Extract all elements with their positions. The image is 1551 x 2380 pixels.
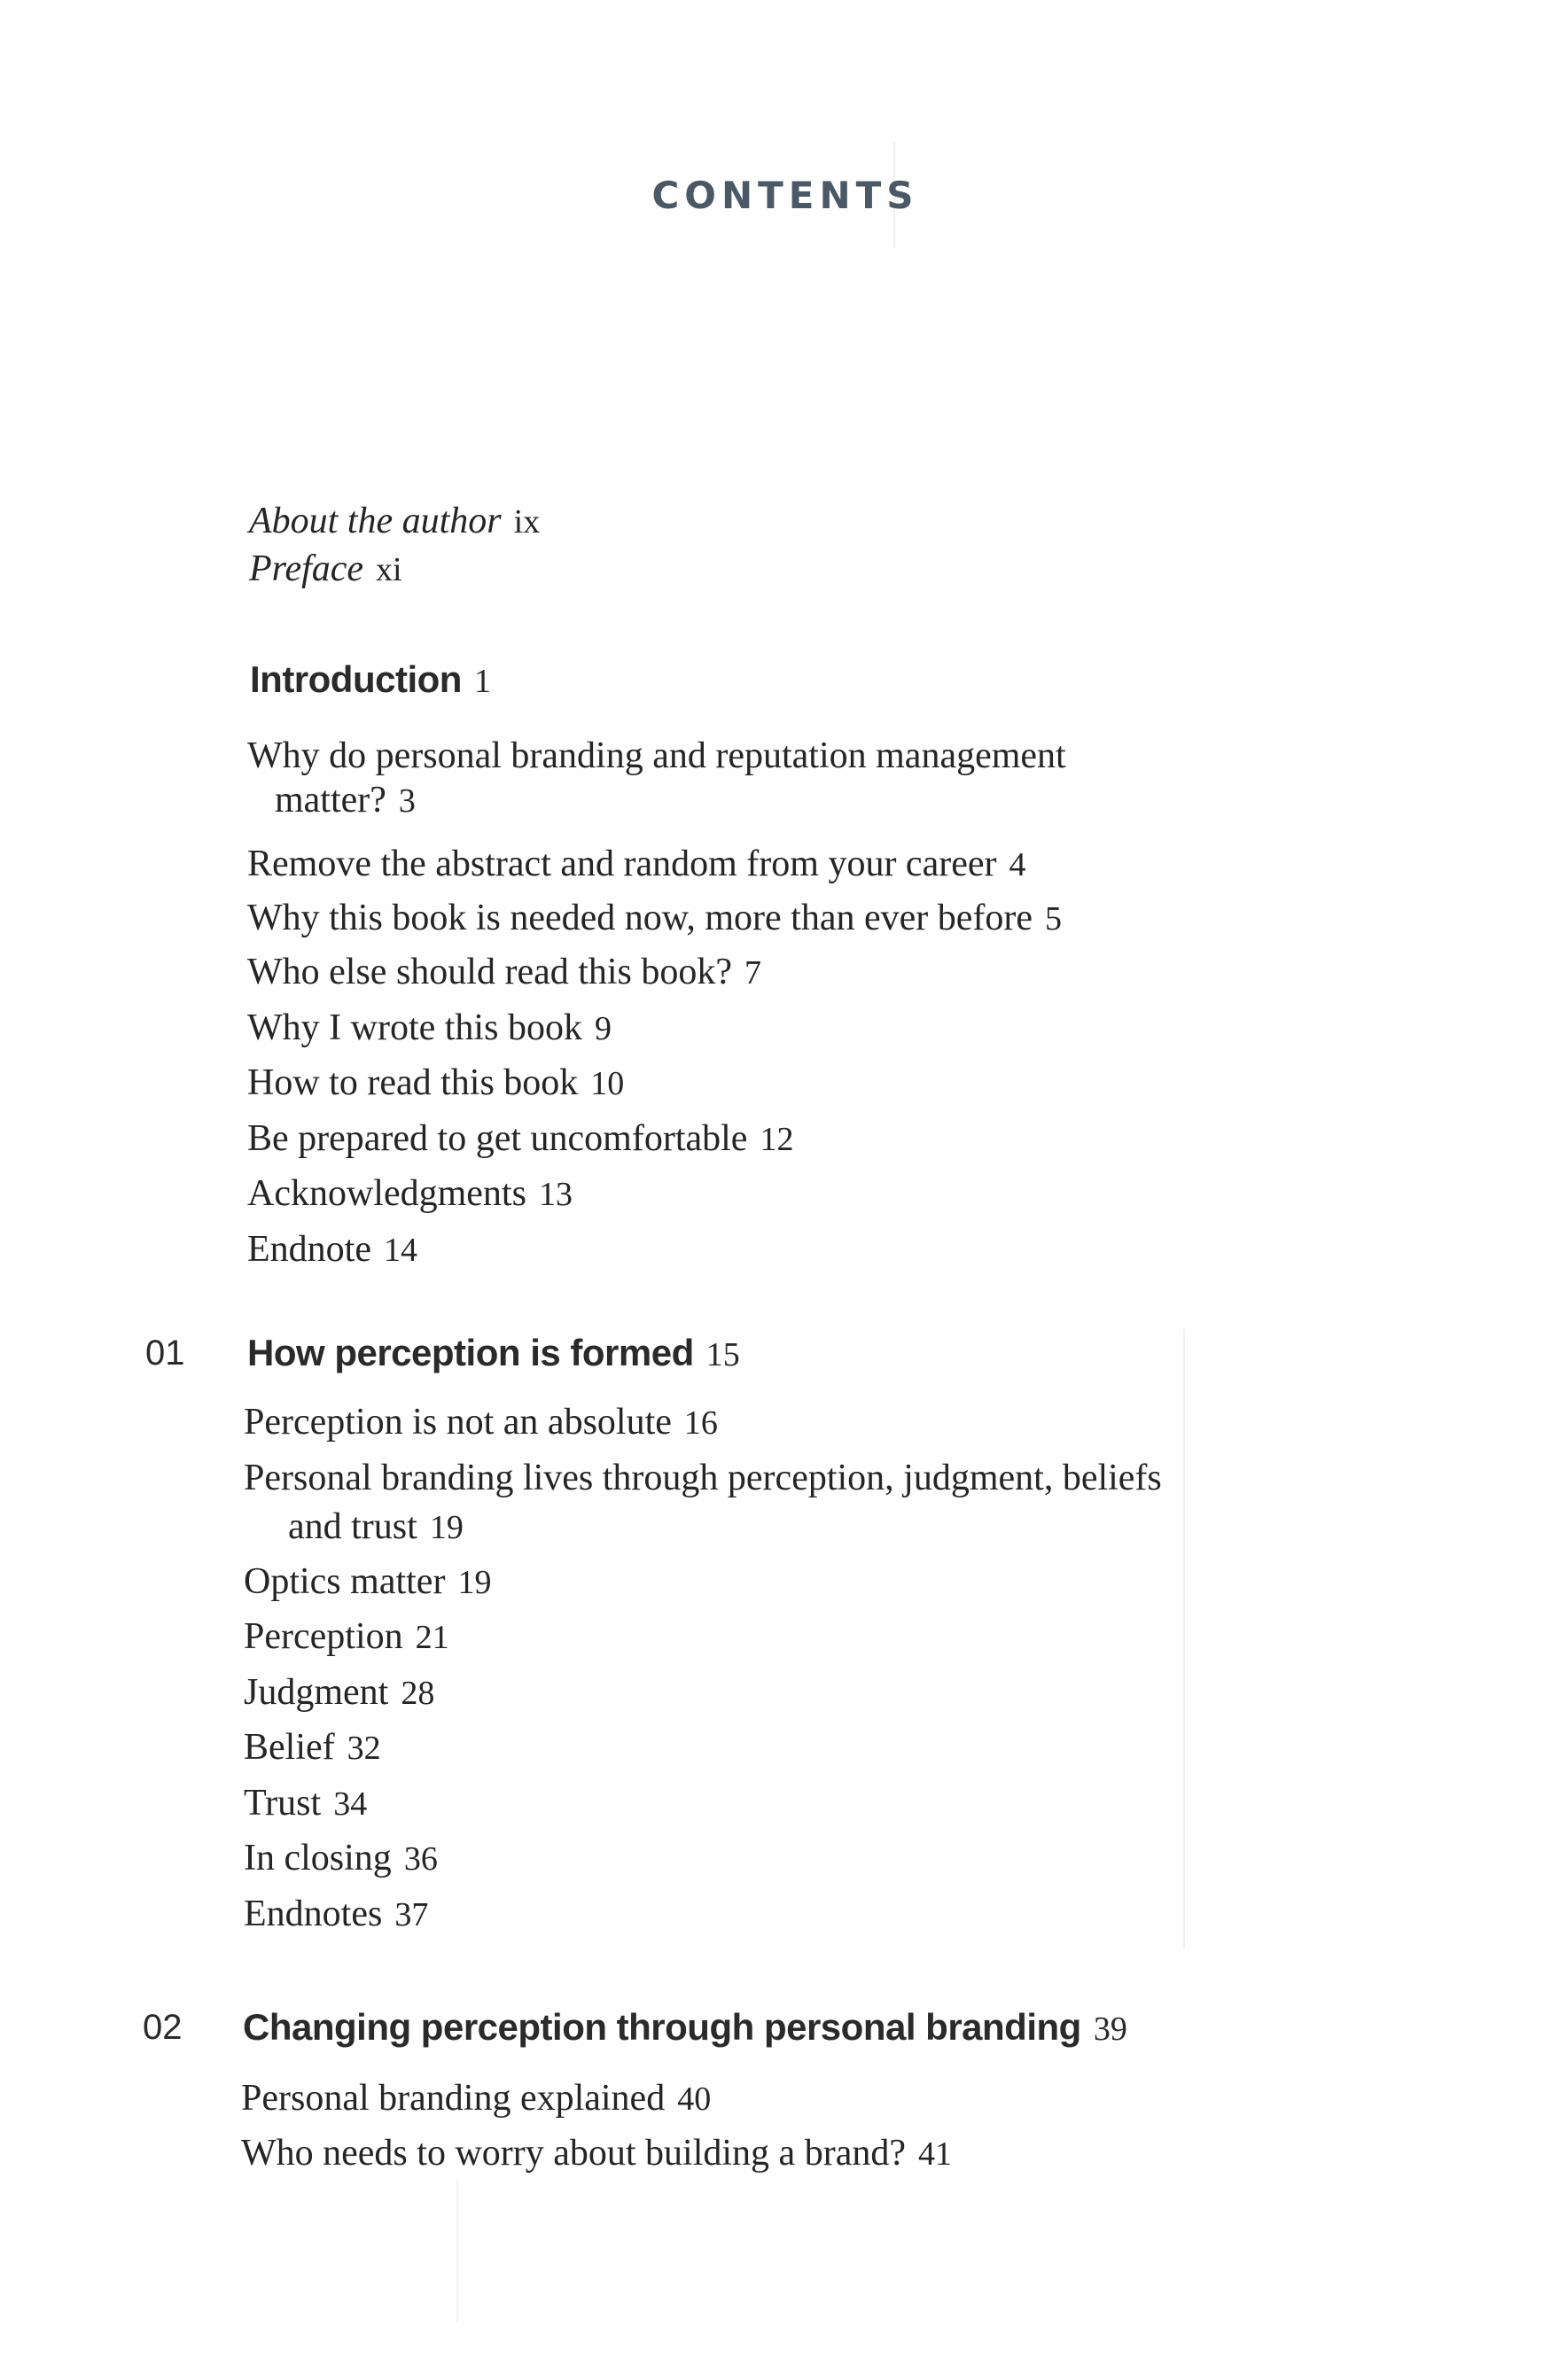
toc-entry[interactable] [244,1559,491,1605]
toc-entry-continuation[interactable] [275,778,416,823]
toc-entry[interactable] [244,1892,428,1937]
toc-page-number: 37 [394,1896,429,1933]
toc-page-number: 40 [677,2081,712,2118]
toc-entry[interactable] [247,1171,573,1217]
toc-chapter-01[interactable] [247,1331,740,1377]
toc-entry-label: Acknowledgments [247,1173,526,1214]
toc-entry-label: Why do personal branding and reputation management [247,735,1066,776]
toc-page-number: 12 [760,1121,794,1158]
chapter-number: 01 [145,1334,185,1373]
toc-entry-label: Be prepared to get uncomfortable [247,1118,748,1159]
toc-entry-label: Preface [249,548,364,589]
toc-entry-label: Why this book is needed now, more than ever before [247,898,1033,938]
toc-page-number: 15 [705,1336,740,1373]
toc-entry-label: Personal branding explained [241,2078,666,2119]
toc-entry[interactable] [247,950,761,995]
toc-entry-label: Judgment [244,1672,389,1713]
scan-artifact [1183,1329,1185,1949]
toc-entry-label: Trust [244,1783,322,1824]
toc-page-number: 7 [744,954,762,992]
toc-entry-label: Perception is not an absolute [244,1402,672,1443]
toc-entry-label: Perception [244,1616,403,1657]
toc-entry-continuation[interactable] [288,1505,464,1550]
toc-entry-label: Endnotes [244,1894,383,1934]
chapter-title: Changing perception through personal branding [243,2006,1081,2048]
toc-page-number: 36 [403,1840,438,1878]
toc-entry-label: matter? [275,780,386,821]
toc-entry[interactable] [244,1456,1162,1500]
toc-page-number: 9 [594,1010,612,1047]
toc-page-number: 4 [1009,846,1026,883]
toc-entry[interactable] [247,734,1066,778]
toc-chapter-02[interactable] [243,2005,1127,2051]
toc-entry-label: and trust [288,1506,417,1547]
toc-entry-label: Optics matter [244,1561,446,1602]
toc-entry[interactable] [247,842,1025,887]
toc-page-number: xi [376,551,402,588]
section-title: Introduction [250,658,462,700]
chapter-title: How perception is formed [247,1332,694,1373]
toc-page-number: ix [513,503,541,541]
chapter-number: 02 [143,2008,183,2047]
toc-page-number: 19 [429,1509,464,1546]
toc-page-number: 32 [347,1730,381,1767]
toc-entry-label: Endnote [247,1229,371,1270]
scan-artifact [456,2180,458,2322]
toc-entry[interactable] [247,1061,624,1106]
toc-entry-about-author[interactable] [249,499,540,544]
toc-entry-label: About the author [249,501,502,541]
toc-entry[interactable] [244,1725,381,1770]
toc-entry-label: Personal branding lives through perception, judgment, beliefs [244,1458,1162,1498]
toc-page-number: 5 [1045,900,1062,937]
toc-page-number: 34 [333,1785,368,1823]
toc-entry-label: Belief [244,1727,335,1768]
toc-entry[interactable] [241,2076,711,2121]
toc-entry[interactable] [247,1006,612,1051]
toc-entry[interactable] [244,1400,718,1445]
toc-section-introduction[interactable] [250,657,491,704]
toc-page-number: 3 [398,782,416,820]
toc-page-number: 21 [415,1619,449,1656]
toc-entry-label: Who needs to worry about building a brand? [241,2133,906,2174]
toc-entry[interactable] [247,1116,793,1162]
toc-entry-label: In closing [244,1838,392,1878]
toc-page-number: 41 [917,2135,952,2173]
toc-entry[interactable] [244,1781,367,1826]
toc-page-number: 1 [473,663,491,700]
page-title: CONTENTS [651,174,919,217]
toc-page-number: 19 [457,1564,492,1601]
toc-page-number: 13 [538,1176,573,1213]
toc-entry-label: Why I wrote this book [247,1007,582,1048]
toc-entry-label: Who else should read this book? [247,952,733,992]
toc-entry[interactable] [247,896,1062,941]
toc-entry[interactable] [244,1836,438,1881]
toc-page-number: 16 [683,1404,718,1442]
toc-entry-preface[interactable] [249,547,402,592]
toc-page-number: 10 [590,1065,625,1102]
toc-entry[interactable] [244,1614,449,1660]
toc-entry[interactable] [244,1670,434,1715]
toc-entry-label: Remove the abstract and random from your career [247,844,997,884]
toc-page-number: 39 [1093,2011,1127,2048]
toc-entry-label: How to read this book [247,1062,579,1103]
toc-page-number: 28 [401,1675,435,1712]
toc-entry[interactable] [241,2131,952,2176]
toc-page-number: 14 [383,1232,417,1269]
toc-entry[interactable] [247,1227,417,1272]
